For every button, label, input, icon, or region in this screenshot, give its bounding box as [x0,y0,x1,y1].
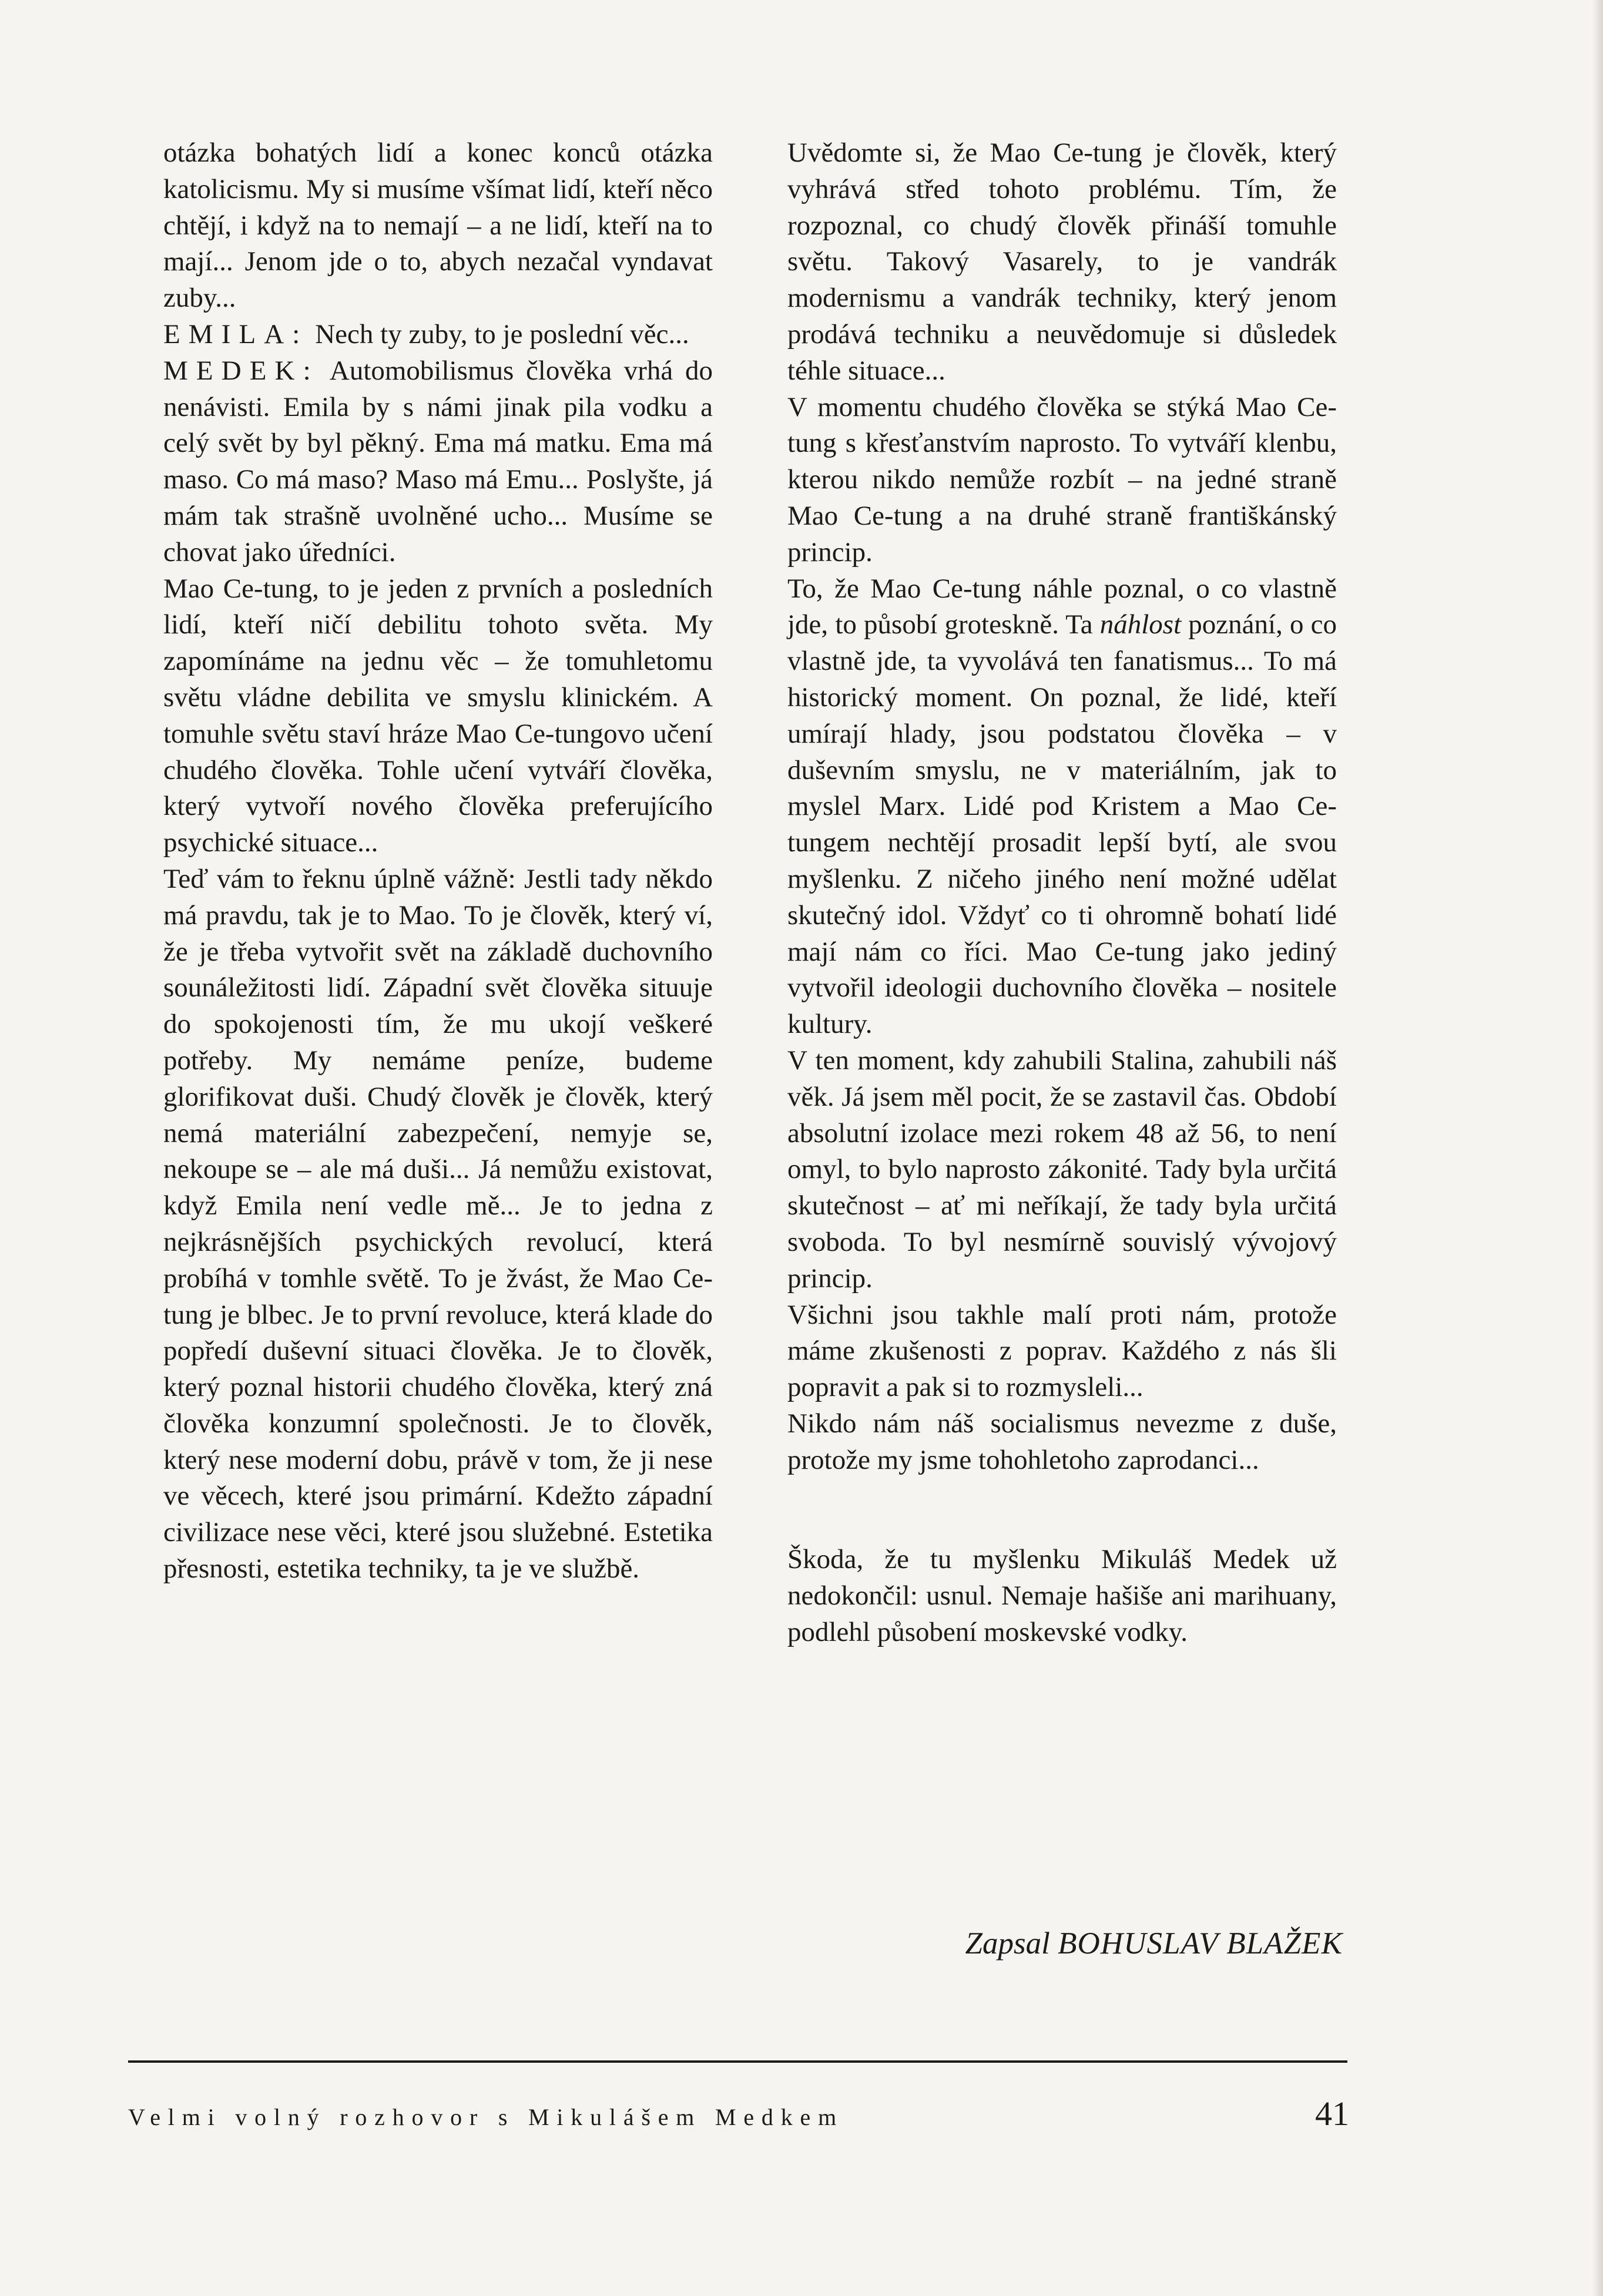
dialogue-line [163,353,713,571]
dialogue-line [163,317,713,353]
closing-note: Škoda, že tu myšlenku Mikuláš Medek už nedokončil: usnul. Nemaje hašiše ani marihuany, podlehl působení moskevské vodky. [787,1544,1337,1648]
signature-prefix: Zapsal [965,1926,1050,1961]
footer-rule [128,2060,1347,2063]
paragraph: otázka bohatých lidí a konec konců otázka katolicismu. My si musíme všímat lidí, kteří něco chtějí, i když na to nemají – a ne lidí, kteří na to mají... Jenom jde o to, abych nezačal vyndavat zuby... [163,137,713,314]
paragraph-text: To, že Mao Ce-tung náhle poznal, o co vlastně jde, to působí groteskně. Ta [787,573,1337,640]
paragraph: Mao Ce-tung, to je jeden z prvních a posledních lidí, kteří ničí debilitu tohoto světa. My zapomínáme na jednu věc – že tomuhletomu světu vládne debilita ve smyslu klinickém. A tomuhle světu staví hráze Mao Ce-tungovo učení chudého člověka. Tohle učení vytváří člověka, který vytvoří nového člověka preferujícího psychické situace... [163,573,713,858]
dialogue-text: Automobilismus člověka vrhá do nenávisti. Emila by s námi jinak pila vodku a celý svět by byl pěkný. Ema má matku. Ema má maso. Co má maso? Maso má Emu... Poslyšte, já mám tak strašně uvolněné ucho... Musíme se chovat jako úředníci. [163,355,713,568]
speaker-label: MEDEK: [163,355,319,386]
paragraph: V momentu chudého člověka se stýká Mao Ce-tung s křesťanstvím naprosto. To vytváří klenbu, kterou nikdo nemůže rozbít – na jedné straně Mao Ce-tung a na druhé straně františkánský princip. [787,391,1337,568]
emphasized-word: náhlost [1099,609,1182,640]
paragraph-gap [787,1478,1337,1542]
paragraph: V ten moment, kdy zahubili Stalina, zahubili náš věk. Já jsem měl pocit, že se zastavil čas. Období absolutní izolace mezi rokem 48 až 56, to není omyl, to bylo naprosto zákonité. Tady byla určitá skutečnost – ať mi neříkají, že tady byla určitá svoboda. To byl nesmírně souvislý vývojový princip. [787,1045,1337,1294]
page-edge-shadow [1592,0,1603,2296]
left-column [163,135,713,1587]
author-name: BOHUSLAV BLAŽEK [1058,1926,1343,1961]
speaker-label: EMILA: [163,318,308,350]
author-signature [965,1926,1343,1961]
running-title: Velmi volný rozhovor s Mikulášem Medkem [128,2104,844,2130]
paragraph: Teď vám to řeknu úplně vážně: Jestli tady někdo má pravdu, tak je to Mao. To je člověk, který ví, že je třeba vytvořit svět na základě duchovního sounáležitosti lidí. Západní svět člověka situuje do spokojenosti tím, že mu ukojí veškeré potřeby. My nemáme peníze, budeme glorifikovat duši. Chudý člověk je člověk, který nemá materiální zabezpečení, nemyje se, nekoupe se – ale má duši... Já nemůžu existovat, když Emila není vedle mě... Je to jedna z nejkrásnějších psychických revolucí, která probíhá v tomhle světě. To je žvást, že Mao Ce-tung je blbec. Je to první revoluce, která klade do popředí duševní situaci člověka. Je to člověk, který poznal historii chudého člověka, který zná člověka konzumní společnosti. Je to člověk, který nese moderní dobu, právě v tom, že ji nese ve věcech, které jsou primární. Kdežto západní civilizace nese věci, které jsou služebné. Estetika přesnosti, estetika techniky, ta je ve službě. [163,863,713,1585]
dialogue-text: Nech ty zuby, to je poslední věc... [308,318,689,350]
paragraph: Uvědomte si, že Mao Ce-tung je člověk, který vyhrává střed tohoto problému. Tím, že rozpoznal, co chudý člověk přináší tomuhle světu. Takový Vasarely, to je vandrák modernismu a vandrák techniky, který jenom prodává techniku a neuvědomuje si důsledek téhle situace... [787,137,1337,386]
paragraph [787,571,1337,1043]
page-number: 41 [1315,2094,1349,2133]
paragraph: Nikdo nám náš socialismus nevezme z duše, protože my jsme tohohletoho zaprodanci... [787,1408,1337,1475]
paragraph-text: poznání, o co vlastně jde, ta vyvolává ten fanatismus... To má historický moment. On poznal, že lidé, kteří umírají hlady, jsou podstatou člověka – v duševním smyslu, ne v materiálním, jak to myslel Marx. Lidé pod Kristem a Mao Ce-tungem nechtějí prosadit lepší bytí, ale svou myšlenku. Z ničeho jiného není možné udělat skutečný idol. Vždyť co ti ohromně bohatí lidé mají nám co říci. Mao Ce-tung jako jediný vytvořil ideologii duchovního člověka – nositele kultury. [787,609,1337,1040]
paragraph: Všichni jsou takhle malí proti nám, protože máme zkušenosti z poprav. Každého z nás šli popravit a pak si to rozmysleli... [787,1299,1337,1403]
right-column [787,135,1337,1651]
